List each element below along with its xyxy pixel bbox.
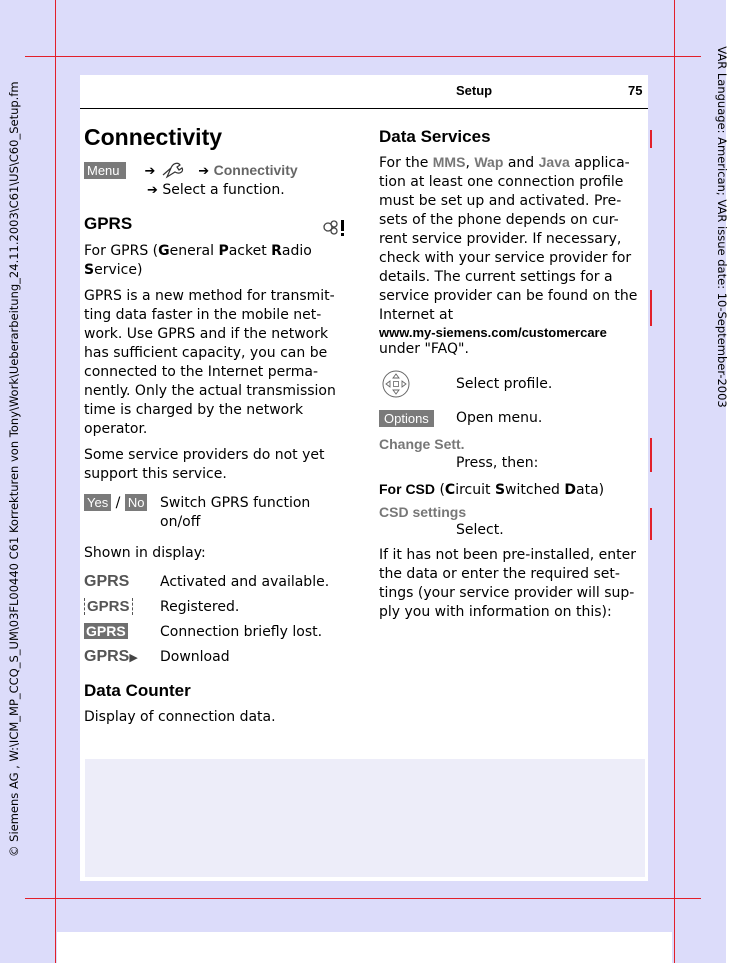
final-paragraph: If it has not been pre-installed, enter the data or enter the required set-tings (your service provider will sup-ply you with information on this): — [379, 547, 636, 620]
options-key[interactable]: Options — [379, 410, 434, 427]
no-key[interactable]: No — [125, 494, 148, 511]
switch-description: Switch GPRS function on/off — [160, 495, 311, 530]
wrench-icon — [160, 160, 190, 178]
gprs-note: Some service providers do not yet support this service. — [84, 447, 325, 482]
change-bar — [650, 438, 652, 472]
connectivity-menu-item: Connectivity — [213, 162, 298, 178]
arrow-icon: ➔ — [147, 183, 158, 198]
list-item: GPRS Connection briefly lost. — [86, 623, 323, 640]
crop-line-h-top — [25, 56, 701, 57]
gprs-network-icon — [320, 218, 348, 238]
press-then-text: Press, then: — [456, 455, 539, 471]
open-menu-text: Open menu. — [456, 410, 543, 426]
display-icon-list — [84, 570, 354, 670]
crop-line-v-right — [674, 0, 675, 963]
crop-line-h-bottom — [25, 898, 701, 899]
margin-file-path: © Siemens AG , W:\ICM_MP_CCQ_S_UM\03FL00440 C61 Korrekturen von Tony\Work\Ueberarbeitung_24.11.2003\C61\US\C60_Setup.fm — [7, 81, 21, 857]
margin-var-info: VAR Language: American; VAR issue date: 10-September-2003 — [715, 46, 729, 408]
menu-key[interactable]: Menu — [84, 162, 126, 179]
data-services-intro: For the MMS, Wap and Java applica-tion at least one connection profile must be set up and activated. Pre-sets of the phone depends on cur-rent service provider. If necessary, check with your service provider for details. The current settings for a service provider can be found on the Internet at www.my-siemens.com/customercare under "FAQ". — [379, 154, 644, 359]
change-settings-option: Change Sett. — [379, 436, 465, 452]
gprs-download-icon: GPRS — [84, 648, 130, 665]
change-bar — [650, 290, 652, 326]
gprs-section — [84, 242, 349, 484]
select-profile-text: Select profile. — [456, 376, 553, 392]
page-top-band — [0, 0, 726, 75]
csd-label: For CSD (Circuit Switched Data) — [379, 481, 605, 498]
page-bottom-left — [0, 932, 57, 963]
shown-in-display: Shown in display: — [84, 545, 206, 561]
customercare-url[interactable]: www.my-siemens.com/customercare — [379, 325, 607, 340]
crop-line-v-left — [55, 0, 56, 963]
gprs-registered-icon: GPRS — [84, 598, 133, 615]
gprs-definition: For GPRS (General Packet Radio Service) — [84, 243, 312, 278]
list-item: GPRS▶ Download — [84, 648, 230, 665]
page-bottom-right — [672, 932, 726, 963]
page-bottom-band — [0, 881, 726, 932]
gprs-active-icon: GPRS — [84, 573, 130, 590]
play-icon: ▶ — [129, 651, 138, 664]
page-number: 75 — [628, 83, 643, 98]
yes-key[interactable]: Yes — [84, 494, 111, 511]
bottom-shaded-box — [85, 759, 645, 877]
data-counter-heading: Data Counter — [84, 681, 191, 700]
nav-key-icon — [381, 369, 411, 399]
arrow-icon: ➔ — [144, 164, 156, 179]
path-instruction: Select a function. — [162, 182, 285, 198]
yes-no-row: Yes / No Switch GPRS function on/off — [84, 494, 354, 513]
data-counter-text: Display of connection data. — [84, 709, 276, 725]
header-rule — [80, 108, 648, 109]
change-bar — [650, 508, 652, 540]
gprs-description: GPRS is a new method for transmit-ting data faster in the mobile net-work. Use GPRS and if the network has sufficient capacity, you can be connected to the Internet perma-nently. Only the actual transmission time is charged by the network operator. — [84, 288, 336, 437]
gprs-heading: GPRS — [84, 214, 133, 233]
header-section: Setup — [456, 83, 493, 98]
data-services-heading: Data Services — [379, 127, 491, 146]
menu-path — [84, 160, 354, 200]
page-title: Connectivity — [84, 124, 223, 150]
arrow-icon: ➔ — [198, 164, 210, 179]
list-item: GPRS Activated and available. — [84, 573, 330, 590]
change-bar — [650, 130, 652, 148]
gprs-lost-icon: GPRS — [86, 623, 126, 639]
select-text: Select. — [456, 522, 504, 538]
list-item: GPRS Registered. — [84, 595, 354, 620]
csd-settings-option: CSD settings — [379, 504, 467, 520]
